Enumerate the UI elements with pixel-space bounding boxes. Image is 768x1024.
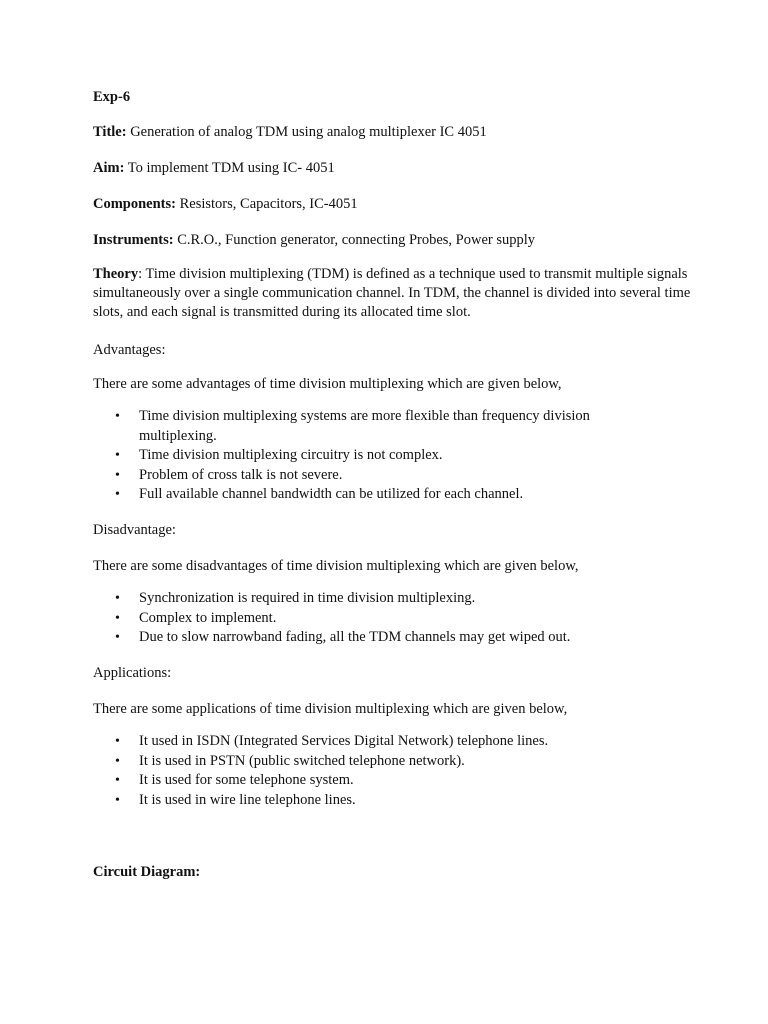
theory-label: Theory <box>93 266 139 282</box>
list-item: • Problem of cross talk is not severe. <box>93 466 653 486</box>
applications-heading: Applications: <box>93 665 172 681</box>
advantages-intro: There are some advantages of time division multiplexing which are given below, <box>93 376 562 392</box>
disadvantages-list <box>93 589 653 648</box>
instruments-text: C.R.O., Function generator, connecting Probes, Power supply <box>173 232 536 248</box>
aim-text: To implement TDM using IC- 4051 <box>124 160 335 176</box>
disadvantages-heading: Disadvantage: <box>93 522 176 538</box>
instruments-line <box>93 231 535 249</box>
list-item: • It is used in PSTN (public switched telephone network). <box>93 752 653 772</box>
applications-list <box>93 732 653 810</box>
theory-paragraph <box>93 265 693 322</box>
components-line <box>93 195 358 213</box>
aim-label: Aim: <box>93 160 125 176</box>
list-item: • It used in ISDN (Integrated Services Digital Network) telephone lines. <box>93 732 653 752</box>
list-item: • It is used for some telephone system. <box>93 771 653 791</box>
title-line <box>93 123 487 141</box>
applications-intro: There are some applications of time division multiplexing which are given below, <box>93 701 568 717</box>
theory-text: : Time division multiplexing (TDM) is defined as a technique used to transmit multiple signals simultaneously over a single communication channel. In TDM, the channel is divided into several time slots, and each signal is transmitted during its allocated time slot. <box>93 266 691 320</box>
circuit-diagram-heading: Circuit Diagram: <box>93 864 201 880</box>
components-label: Components: <box>93 196 176 212</box>
list-item: • Full available channel bandwidth can be utilized for each channel. <box>93 485 653 505</box>
list-item: • Complex to implement. <box>93 609 653 629</box>
components-text: Resistors, Capacitors, IC-4051 <box>175 196 358 212</box>
list-item: • Synchronization is required in time division multiplexing. <box>93 589 653 609</box>
advantages-list <box>93 407 653 505</box>
disadvantages-intro: There are some disadvantages of time division multiplexing which are given below, <box>93 558 579 574</box>
list-item: • Time division multiplexing circuitry is not complex. <box>93 446 653 466</box>
instruments-label: Instruments: <box>93 232 174 248</box>
aim-line <box>93 159 335 177</box>
list-item: • It is used in wire line telephone lines. <box>93 791 653 811</box>
title-label: Title: <box>93 124 127 140</box>
list-item: • Time division multiplexing systems are more flexible than frequency division multiplexing. <box>93 407 639 446</box>
title-text: Generation of analog TDM using analog multiplexer IC 4051 <box>126 124 487 140</box>
advantages-heading: Advantages: <box>93 342 166 358</box>
experiment-number: Exp-6 <box>93 89 131 105</box>
list-item: • Due to slow narrowband fading, all the TDM channels may get wiped out. <box>93 628 653 648</box>
